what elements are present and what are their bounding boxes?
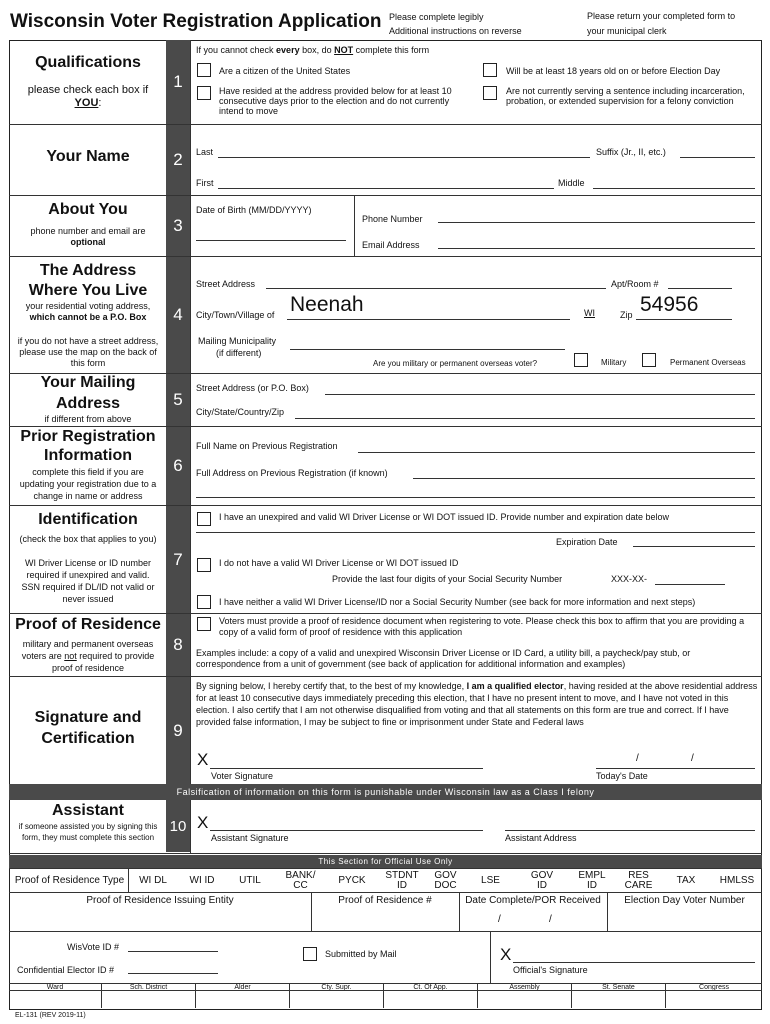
divider — [490, 931, 491, 983]
city-value: Neenah — [290, 293, 364, 316]
por-type-cell[interactable]: WI DL — [139, 875, 167, 886]
today-date-field[interactable] — [596, 768, 755, 769]
mailing-city-label: City/State/Country/Zip — [196, 407, 285, 417]
id-sub-3: required if unexpired and valid. — [26, 570, 150, 580]
district-cell: Ward — [9, 984, 102, 1008]
prior-address-field[interactable] — [413, 478, 755, 479]
street-label: Street Address — [196, 279, 256, 289]
about-you-subtitle-1: phone number and email are — [30, 226, 146, 236]
form-number: EL-131 (REV 2019-11) — [15, 1012, 86, 1019]
section-4-number: 4 — [166, 257, 190, 373]
prior-sub-1: complete this field if you are — [32, 467, 144, 477]
prior-address-label: Full Address on Previous Registration (if known) — [196, 468, 388, 478]
proof-examples: Examples include: a copy of a valid and unexpired Wisconsin Driver License or ID Card, a utility bill, a paycheck/pay stub, or correspondence from a unit of government (see back of application for additional information and examples) — [196, 648, 691, 669]
middle-name-field[interactable] — [593, 188, 755, 189]
city-field[interactable] — [287, 319, 570, 320]
address-sub-1: your residential voting address, — [25, 301, 151, 311]
por-type-cell[interactable]: WI ID — [189, 875, 215, 886]
neither-checkbox[interactable] — [197, 595, 211, 609]
has-dl-label: I have an unexpired and valid WI Driver License or WI DOT issued ID. Provide number and expiration date below — [219, 512, 670, 522]
mailing-subtitle: if different from above — [44, 414, 132, 424]
por-type-cell[interactable]: STDNT ID — [385, 870, 419, 891]
address-heading-1: The Address — [39, 262, 137, 279]
address-sub-4: please use the map on the back of — [19, 347, 157, 357]
official-date-slash-1: / — [498, 914, 501, 925]
citizen-label: Are a citizen of the United States — [219, 66, 351, 76]
assistant-address-field[interactable] — [505, 830, 755, 831]
voter-signature-label: Voter Signature — [211, 771, 274, 781]
official-date-slash-2: / — [549, 914, 552, 925]
district-cell: Cty. Supr. — [290, 984, 384, 1008]
about-you-heading: About You — [48, 201, 128, 218]
district-cell: Sch. District — [102, 984, 196, 1008]
district-cell: Ct. Of App. — [384, 984, 478, 1008]
section-6-number: 6 — [166, 427, 190, 505]
mailing-muni-label-2: (if different) — [216, 348, 262, 358]
mailing-heading-1: Your Mailing — [40, 374, 136, 391]
form-title: Wisconsin Voter Registration Application — [10, 11, 382, 32]
section-9-number: 9 — [166, 677, 190, 784]
por-type-cell[interactable]: LSE — [481, 875, 500, 886]
zip-label: Zip — [620, 310, 633, 320]
felony-label: Are not currently serving a sentence including incarceration, probation, or extended supervision for a felony conviction — [506, 86, 745, 106]
military-checkbox[interactable] — [574, 353, 588, 367]
assistant-signature-label: Assistant Signature — [211, 833, 289, 843]
first-name-label: First — [196, 178, 214, 188]
prior-heading-2: Information — [44, 447, 132, 464]
last-name-label: Last — [196, 147, 214, 157]
district-cell: Assembly — [478, 984, 572, 1008]
suffix-label: Suffix (Jr., II, etc.) — [596, 147, 666, 157]
military-question: Are you military or permanent overseas voter? — [373, 359, 538, 368]
first-name-field[interactable] — [218, 188, 554, 189]
qualifications-subtitle: please check each box if YOU: — [27, 84, 149, 109]
date-slash-2: / — [691, 753, 694, 764]
age-label: Will be at least 18 years old on or before Election Day — [506, 66, 721, 76]
confidential-id-label: Confidential Elector ID # — [17, 965, 115, 975]
about-you-subtitle-2: optional — [70, 237, 106, 247]
section-1-number: 1 — [166, 40, 190, 124]
age-checkbox[interactable] — [483, 63, 497, 77]
id-sub-2: WI Driver License or ID number — [24, 558, 152, 568]
dob-field[interactable] — [196, 240, 346, 241]
district-divider — [9, 990, 762, 991]
military-label: Military — [601, 358, 627, 367]
prior-heading-1: Prior Registration — [20, 428, 156, 445]
no-dl-checkbox[interactable] — [197, 558, 211, 572]
qualification-intro: If you cannot check every box, do NOT complete this form — [196, 45, 430, 55]
no-dl-label: I do not have a valid WI Driver License or WI DOT issued ID — [219, 558, 459, 568]
address-sub-3: if you do not have a street address, — [17, 336, 159, 346]
ssn-field[interactable] — [655, 584, 725, 585]
qualifications-heading: Qualifications — [35, 54, 141, 71]
voter-signature-field[interactable] — [210, 768, 483, 769]
divider — [9, 892, 762, 893]
residency-checkbox[interactable] — [197, 86, 211, 100]
neither-label: I have neither a valid WI Driver License/ID nor a Social Security Number (see back for more information and next steps) — [219, 597, 696, 607]
email-label: Email Address — [362, 240, 420, 250]
signature-heading-2: Certification — [41, 730, 135, 747]
middle-name-label: Middle — [558, 178, 585, 188]
ssn-label: Provide the last four digits of your Social Security Number — [332, 574, 563, 584]
expiration-label: Expiration Date — [556, 537, 618, 547]
divider — [9, 195, 762, 196]
overseas-label: Permanent Overseas — [670, 358, 746, 367]
wisvote-label: WisVote ID # — [67, 942, 120, 952]
today-date-label: Today's Date — [596, 771, 648, 781]
divider — [9, 505, 762, 506]
assistant-signature-field[interactable] — [210, 830, 483, 831]
label-divider — [190, 40, 191, 785]
por-type-cell[interactable]: RES CARE — [624, 870, 653, 891]
residency-label: Have resided at the address provided below for at least 10 consecutive days prior to the election and do not currently intend to move — [219, 86, 452, 116]
proof-heading: Proof of Residence — [15, 616, 161, 633]
wisvote-field[interactable] — [128, 951, 218, 952]
mailing-muni-field[interactable] — [290, 349, 565, 350]
divider — [9, 931, 762, 932]
voter-sign-x: X — [197, 750, 209, 769]
por-type-cell[interactable]: GOV ID — [530, 870, 554, 891]
por-type-cell[interactable]: TAX — [676, 875, 696, 886]
falsification-warning: Falsification of information on this form is punishable under Wisconsin law as a Class I felony — [9, 784, 762, 800]
address-sub-2: which cannot be a P.O. Box — [29, 312, 147, 322]
zip-field[interactable] — [636, 319, 732, 320]
por-type-cell[interactable]: PYCK — [338, 875, 366, 886]
por-type-label: Proof of Residence Type — [14, 875, 125, 886]
address-heading-2: Where You Live — [28, 282, 148, 299]
assistant-sign-x: X — [197, 813, 209, 832]
submitted-mail-checkbox[interactable] — [303, 947, 317, 961]
district-cell: Congress — [699, 984, 729, 991]
assistant-address-label: Assistant Address — [505, 833, 577, 843]
divider — [9, 868, 762, 869]
por-number-label: Proof of Residence # — [338, 895, 432, 906]
phone-label: Phone Number — [362, 214, 423, 224]
apt-field[interactable] — [668, 288, 732, 289]
return-note-1: Please return your completed form to — [587, 11, 736, 21]
district-cell: Alder — [196, 984, 290, 1008]
prior-sub-2: updating your registration due to a — [19, 479, 157, 489]
return-note-2: your municipal clerk — [587, 26, 667, 36]
issuing-entity-label: Proof of Residence Issuing Entity — [86, 895, 234, 906]
official-signature-field[interactable] — [513, 962, 755, 963]
assistant-sub-1: if someone assisted you by signing this — [18, 822, 158, 831]
dob-label: Date of Birth (MM/DD/YYYY) — [196, 205, 312, 215]
id-sub-5: never issued — [62, 594, 114, 604]
por-type-cell[interactable]: UTIL — [239, 875, 261, 886]
id-sub-1: (check the box that applies to you) — [19, 534, 157, 544]
prior-name-label: Full Name on Previous Registration — [196, 441, 338, 451]
zip-value: 54956 — [640, 293, 699, 316]
state-value: WI — [584, 308, 595, 318]
identification-heading: Identification — [38, 511, 138, 528]
official-use-bar: This Section for Official Use Only — [9, 855, 762, 868]
prior-name-field[interactable] — [358, 452, 755, 453]
mailing-muni-label: Mailing Municipality — [198, 336, 277, 346]
legibly-note: Please complete legibly — [389, 12, 484, 22]
expiration-field[interactable] — [633, 546, 755, 547]
prior-sub-3: change in name or address — [33, 491, 143, 501]
section-2-number: 2 — [166, 125, 190, 195]
official-sign-x: X — [500, 945, 512, 964]
dob-divider — [354, 196, 355, 256]
proof-text: Voters must provide a proof of residence document when registering to vote. Please check this box to affirm that you are providing a copy of a valid form of proof of residence with this application — [219, 616, 745, 637]
certification-text: By signing below, I hereby certify that, to the best of my knowledge, I am a qualified elector, having resided at the above residential address for at least 10 consecutive days immediately preceding this election, that I have no present intent to move, and I have not voted in this election. I also certify that I am not otherwise disqualified from voting and that all statements on this form are true and correct. If I have provided false information, I may be subject to fine or imprisonment under State and Federal laws — [196, 681, 758, 727]
date-slash-1: / — [636, 753, 639, 764]
election-day-label: Election Day Voter Number — [624, 895, 745, 906]
email-field[interactable] — [438, 248, 755, 249]
section-7-number: 7 — [166, 506, 190, 613]
citizen-checkbox[interactable] — [197, 63, 211, 77]
date-complete-label: Date Complete/POR Received — [465, 895, 601, 906]
ssn-mask: XXX-XX- — [611, 574, 648, 584]
mailing-street-label: Street Address (or P.O. Box) — [196, 383, 309, 393]
signature-heading-1: Signature and — [34, 709, 142, 726]
divider — [9, 613, 762, 614]
mailing-street-field[interactable] — [325, 394, 755, 395]
dl-number-field[interactable] — [196, 532, 755, 533]
apt-label: Apt/Room # — [611, 279, 659, 289]
proof-sub-3: proof of residence — [51, 663, 125, 673]
divider — [9, 853, 762, 854]
section-8-number: 8 — [166, 614, 190, 676]
last-name-field[interactable] — [218, 157, 590, 158]
proof-sub-2: voters are not required to provide — [21, 651, 155, 661]
divider — [9, 124, 762, 125]
prior-address-field-2[interactable] — [196, 497, 755, 498]
official-signature-label: Official's Signature — [513, 965, 588, 975]
has-dl-checkbox[interactable] — [197, 512, 211, 526]
divider — [9, 256, 762, 257]
divider — [9, 676, 762, 677]
submitted-mail-label: Submitted by Mail — [325, 949, 397, 959]
por-type-cell[interactable]: GOV DOC — [434, 870, 457, 891]
section-5-number: 5 — [166, 374, 190, 426]
instructions-note: Additional instructions on reverse — [389, 26, 522, 36]
felony-checkbox[interactable] — [483, 86, 497, 100]
por-type-cell[interactable]: BANK/ CC — [285, 870, 316, 891]
assistant-sub-2: form, they must complete this section — [21, 833, 155, 842]
por-type-cell[interactable]: EMPL ID — [578, 870, 606, 891]
label-divider-10 — [190, 800, 191, 853]
overseas-checkbox[interactable] — [642, 353, 656, 367]
confidential-id-field[interactable] — [128, 973, 218, 974]
district-cell: St. Senate — [572, 984, 666, 1008]
proof-sub-1: military and permanent overseas — [22, 639, 154, 649]
proof-checkbox[interactable] — [197, 617, 211, 631]
section-10-number: 10 — [166, 800, 190, 852]
id-sub-4: SSN required if DL/ID not valid or — [21, 582, 155, 592]
suffix-field[interactable] — [680, 157, 755, 158]
section-3-number: 3 — [166, 196, 190, 256]
address-sub-5: this form — [70, 358, 106, 368]
street-field[interactable] — [266, 288, 606, 289]
por-type-cell[interactable]: HMLSS — [719, 875, 755, 886]
assistant-heading: Assistant — [51, 802, 125, 819]
mailing-city-field[interactable] — [295, 418, 755, 419]
your-name-heading: Your Name — [46, 148, 130, 165]
phone-field[interactable] — [438, 222, 755, 223]
mailing-heading-2: Address — [55, 395, 121, 412]
city-label: City/Town/Village of — [196, 310, 275, 320]
